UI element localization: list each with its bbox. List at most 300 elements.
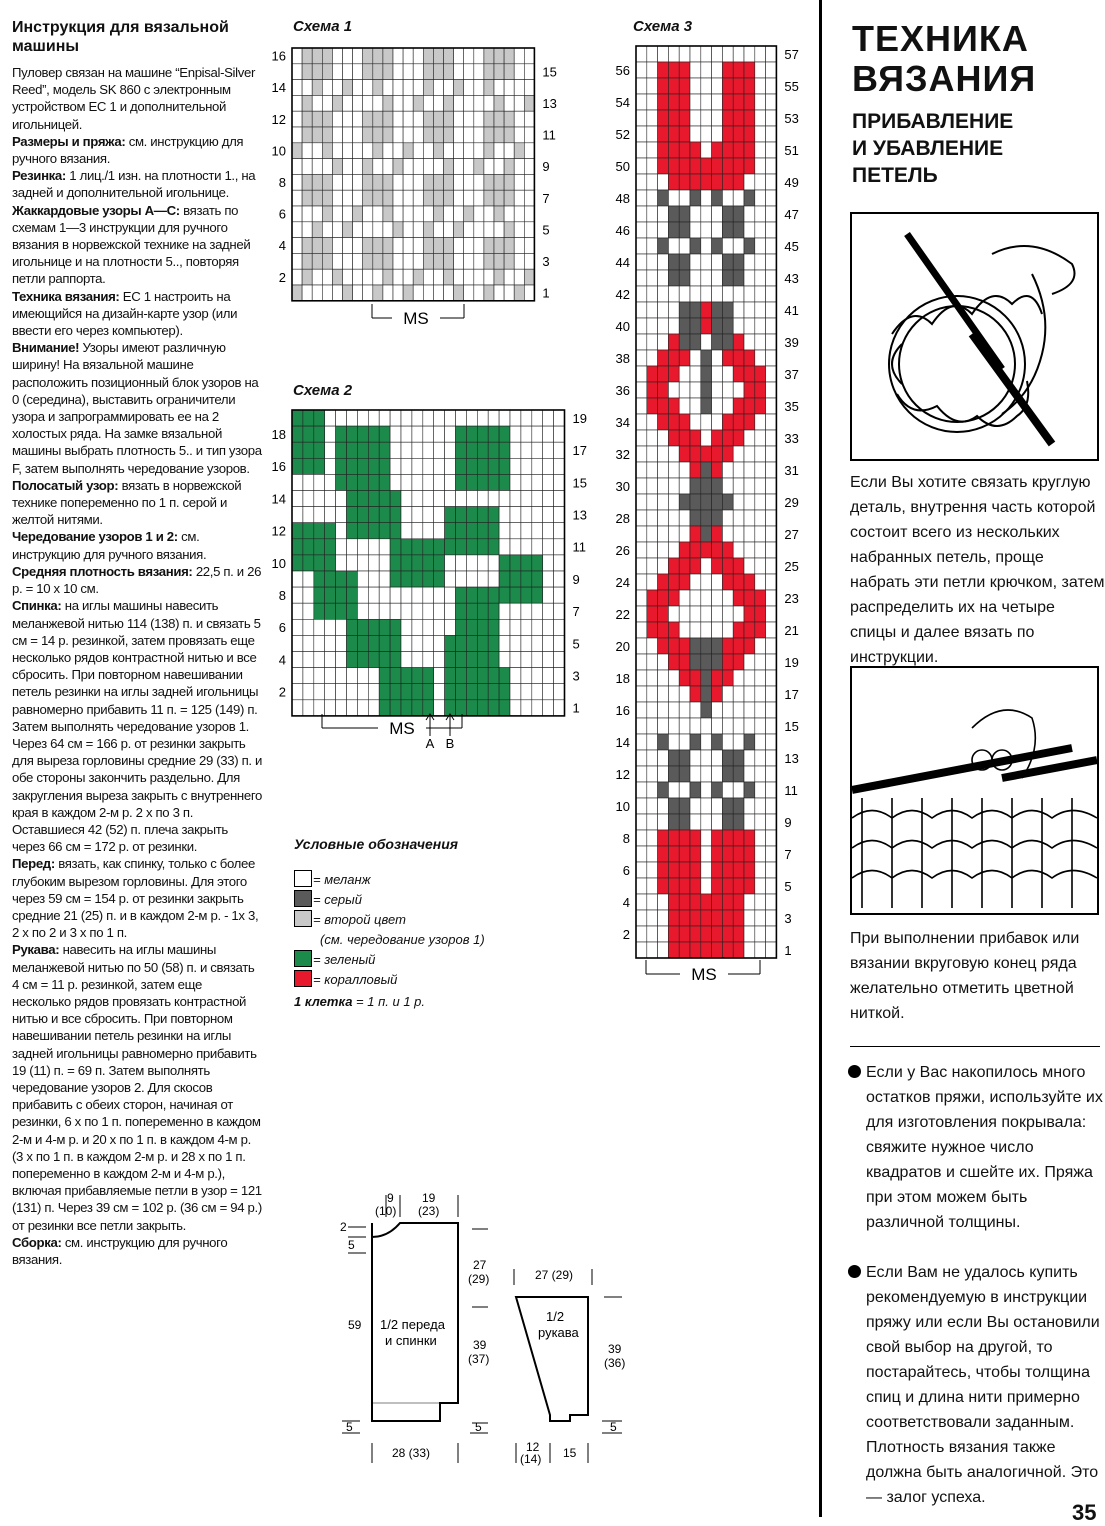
grid-cell xyxy=(444,253,454,269)
grid-cell xyxy=(636,494,647,510)
dim-sleeve-bw2: 15 xyxy=(563,1446,577,1460)
grid-cell xyxy=(744,206,755,222)
grid-cell xyxy=(434,442,445,458)
grid-cell xyxy=(744,158,755,174)
row-number: 54 xyxy=(615,94,630,110)
grid-cell xyxy=(302,111,312,127)
grid-cell xyxy=(722,270,733,286)
row-number: 52 xyxy=(615,126,630,142)
grid-cell xyxy=(701,446,712,462)
grid-cell xyxy=(755,62,766,78)
grid-cell xyxy=(766,126,777,142)
grid-cell xyxy=(554,523,565,539)
grid-cell xyxy=(532,539,543,555)
grid-cell xyxy=(466,700,477,716)
grid-cell xyxy=(733,462,744,478)
dim-neck-w: 9 xyxy=(387,1191,394,1205)
grid-cell xyxy=(343,269,353,285)
grid-cell xyxy=(488,474,499,490)
grid-cell xyxy=(722,766,733,782)
grid-cell xyxy=(403,159,413,175)
grid-cell xyxy=(456,635,467,651)
grid-cell xyxy=(434,684,445,700)
grid-cell xyxy=(390,458,401,474)
grid-cell xyxy=(401,426,412,442)
row-number: 36 xyxy=(615,382,630,398)
grid-cell xyxy=(766,574,777,590)
grid-cell xyxy=(733,718,744,734)
grid-cell xyxy=(363,159,373,175)
grid-cell xyxy=(390,652,401,668)
grid-cell xyxy=(524,48,534,64)
grid-cell xyxy=(766,862,777,878)
grid-cell xyxy=(444,95,454,111)
grid-cell xyxy=(292,571,303,587)
grid-cell xyxy=(454,253,464,269)
instruction-label: Полосатый узор: xyxy=(12,477,119,493)
grid-cell xyxy=(521,426,532,442)
grid-cell xyxy=(701,318,712,334)
grid-cell xyxy=(679,62,690,78)
grid-cell xyxy=(701,590,712,606)
grid-cell xyxy=(464,127,474,143)
grid-cell xyxy=(477,410,488,426)
grid-cell xyxy=(679,510,690,526)
grid-cell xyxy=(357,474,368,490)
grid-cell xyxy=(353,80,363,96)
grid-cell xyxy=(322,95,332,111)
grid-cell xyxy=(514,269,524,285)
grid-cell xyxy=(464,206,474,222)
grid-cell xyxy=(636,414,647,430)
grid-cell xyxy=(744,414,755,430)
sleeve-label-1: 1/2 xyxy=(546,1309,565,1324)
grid-cell xyxy=(477,571,488,587)
row-number: 9 xyxy=(542,159,550,175)
grid-cell xyxy=(524,159,534,175)
row-number: 35 xyxy=(784,398,799,414)
grid-cell xyxy=(292,474,303,490)
grid-cell xyxy=(363,222,373,238)
grid-cell xyxy=(423,127,433,143)
grid-cell xyxy=(312,111,322,127)
grid-cell xyxy=(647,750,658,766)
grid-cell xyxy=(412,668,423,684)
grid-cell xyxy=(679,814,690,830)
instruction-text: см. инструкцию для ручного вязания. xyxy=(12,133,244,167)
grid-cell xyxy=(413,143,423,159)
grid-cell xyxy=(744,46,755,62)
grid-cell xyxy=(521,652,532,668)
grid-cell xyxy=(488,539,499,555)
grid-cell xyxy=(393,206,403,222)
grid-cell xyxy=(744,190,755,206)
grid-cell xyxy=(766,798,777,814)
grid-cell xyxy=(322,206,332,222)
grid-cell xyxy=(336,652,347,668)
grid-cell xyxy=(514,159,524,175)
grid-cell xyxy=(403,238,413,254)
grid-cell xyxy=(488,442,499,458)
grid-cell xyxy=(744,382,755,398)
grid-cell xyxy=(733,46,744,62)
grid-cell xyxy=(636,574,647,590)
grid-cell xyxy=(722,622,733,638)
grid-cell xyxy=(668,654,679,670)
grid-cell xyxy=(766,302,777,318)
technique-title-1: ТЕХНИКА xyxy=(852,18,1029,59)
grid-cell xyxy=(690,702,701,718)
tip-2-text: Если Вам не удалось купить рекомендуемую в инструкции пряжу или если Вы остановили свой выбор на другой, то постарайтесь, чтобы толщина спиц и длина нити примерно соответствовали заданным. Плотность вязания также должна быть аналогичной. Это — залог успеха. xyxy=(866,1264,1100,1506)
grid-cell xyxy=(658,798,669,814)
grid-cell xyxy=(383,238,393,254)
grid-cell xyxy=(701,526,712,542)
grid-cell xyxy=(722,670,733,686)
grid-cell xyxy=(690,126,701,142)
grid-cell xyxy=(636,334,647,350)
grid-cell xyxy=(722,734,733,750)
grid-cell xyxy=(383,190,393,206)
grid-cell xyxy=(433,111,443,127)
grid-cell xyxy=(701,606,712,622)
arrow-b-icon xyxy=(446,714,454,736)
grid-cell xyxy=(722,798,733,814)
grid-cell xyxy=(325,442,336,458)
grid-cell xyxy=(712,78,723,94)
grid-cell xyxy=(363,127,373,143)
row-number: 5 xyxy=(572,636,580,652)
grid-cell xyxy=(423,474,434,490)
grid-cell xyxy=(755,446,766,462)
grid-cell xyxy=(434,571,445,587)
grid-cell xyxy=(679,574,690,590)
row-number: 38 xyxy=(615,350,630,366)
grid-cell xyxy=(373,48,383,64)
grid-cell xyxy=(647,558,658,574)
grid-cell xyxy=(733,302,744,318)
grid-cell xyxy=(766,718,777,734)
grid-cell xyxy=(368,571,379,587)
grid-cell xyxy=(474,269,484,285)
grid-cell xyxy=(554,587,565,603)
grid-cell xyxy=(403,64,413,80)
grid-cell xyxy=(766,942,777,958)
grid-cell xyxy=(755,350,766,366)
grid-cell xyxy=(401,523,412,539)
grid-cell xyxy=(403,222,413,238)
grid-cell xyxy=(690,526,701,542)
grid-cell xyxy=(303,571,314,587)
grid-cell xyxy=(658,734,669,750)
dim-armhole: 27 xyxy=(473,1258,487,1272)
grid-cell xyxy=(712,46,723,62)
grid-cell xyxy=(412,410,423,426)
grid-cell xyxy=(690,254,701,270)
grid-cell xyxy=(636,190,647,206)
grid-cell xyxy=(690,942,701,958)
grid-cell xyxy=(636,446,647,462)
grid-cell xyxy=(390,668,401,684)
grid-cell xyxy=(712,142,723,158)
grid-cell xyxy=(312,269,322,285)
grid-cell xyxy=(379,668,390,684)
grid-cell xyxy=(543,603,554,619)
row-number: 6 xyxy=(622,862,630,878)
grid-cell xyxy=(433,269,443,285)
grid-cell xyxy=(332,80,342,96)
grid-cell xyxy=(363,143,373,159)
grid-cell xyxy=(343,95,353,111)
grid-cell xyxy=(668,574,679,590)
grid-cell xyxy=(373,80,383,96)
row-number: 3 xyxy=(572,668,580,684)
grid-cell xyxy=(722,862,733,878)
grid-cell xyxy=(755,174,766,190)
grid-cell xyxy=(484,127,494,143)
grid-cell xyxy=(423,603,434,619)
grid-cell xyxy=(554,571,565,587)
grid-cell xyxy=(733,94,744,110)
grid-cell xyxy=(488,458,499,474)
grid-cell xyxy=(368,700,379,716)
grid-cell xyxy=(434,603,445,619)
grid-cell xyxy=(499,555,510,571)
grid-cell xyxy=(636,734,647,750)
grid-cell xyxy=(524,127,534,143)
grid-cell xyxy=(701,46,712,62)
grid-cell xyxy=(343,190,353,206)
grid-cell xyxy=(668,302,679,318)
grid-cell xyxy=(401,635,412,651)
grid-cell xyxy=(314,571,325,587)
row-number: 41 xyxy=(784,302,799,318)
grid-cell xyxy=(499,523,510,539)
grid-cell xyxy=(722,942,733,958)
grid-cell xyxy=(744,110,755,126)
grid-cell xyxy=(488,587,499,603)
grid-cell xyxy=(368,410,379,426)
grid-cell xyxy=(679,190,690,206)
grid-cell xyxy=(733,110,744,126)
grid-cell xyxy=(647,878,658,894)
grid-cell xyxy=(636,926,647,942)
grid-cell xyxy=(755,238,766,254)
grid-cell xyxy=(668,942,679,958)
grid-cell xyxy=(314,635,325,651)
grid-cell xyxy=(722,686,733,702)
grid-cell xyxy=(543,442,554,458)
grid-cell xyxy=(647,446,658,462)
grid-cell xyxy=(722,174,733,190)
row-number: 5 xyxy=(542,222,550,238)
grid-cell xyxy=(668,750,679,766)
grid-cell xyxy=(690,494,701,510)
grid-cell xyxy=(712,926,723,942)
grid-cell xyxy=(423,700,434,716)
grid-cell xyxy=(521,507,532,523)
grid-cell xyxy=(712,446,723,462)
grid-cell xyxy=(314,652,325,668)
grid-cell xyxy=(403,206,413,222)
grid-cell xyxy=(456,426,467,442)
grid-cell xyxy=(733,142,744,158)
instructions-title: Инструкция для вязальной машины xyxy=(12,19,229,55)
grid-cell xyxy=(524,143,534,159)
schema-3-grid xyxy=(616,46,799,984)
grid-cell xyxy=(532,635,543,651)
grid-cell xyxy=(701,494,712,510)
grid-cell xyxy=(722,590,733,606)
grid-cell xyxy=(423,253,433,269)
grid-cell xyxy=(322,285,332,301)
grid-cell xyxy=(456,491,467,507)
grid-cell xyxy=(434,555,445,571)
grid-cell xyxy=(658,814,669,830)
grid-cell xyxy=(636,846,647,862)
grid-cell xyxy=(766,206,777,222)
grid-cell xyxy=(658,766,669,782)
grid-cell xyxy=(636,766,647,782)
grid-cell xyxy=(403,95,413,111)
grid-cell xyxy=(521,619,532,635)
grid-cell xyxy=(755,942,766,958)
grid-cell xyxy=(658,302,669,318)
instruction-label: Рукава: xyxy=(12,942,60,958)
grid-cell xyxy=(744,398,755,414)
grid-cell xyxy=(466,587,477,603)
row-number: 10 xyxy=(615,798,630,814)
grid-cell xyxy=(755,734,766,750)
grid-cell xyxy=(712,814,723,830)
grid-cell xyxy=(423,571,434,587)
grid-cell xyxy=(668,382,679,398)
grid-cell xyxy=(494,190,504,206)
grid-cell xyxy=(353,190,363,206)
grid-cell xyxy=(466,619,477,635)
grid-cell xyxy=(766,686,777,702)
grid-cell xyxy=(543,587,554,603)
grid-cell xyxy=(636,238,647,254)
grid-cell xyxy=(379,555,390,571)
grid-cell xyxy=(322,253,332,269)
grid-cell xyxy=(456,539,467,555)
grid-cell xyxy=(766,926,777,942)
grid-cell xyxy=(347,668,358,684)
grid-cell xyxy=(712,622,723,638)
grid-cell xyxy=(647,462,658,478)
grid-cell xyxy=(712,942,723,958)
grid-cell xyxy=(722,926,733,942)
row-number: 55 xyxy=(784,78,799,94)
grid-cell xyxy=(755,270,766,286)
grid-cell xyxy=(755,462,766,478)
grid-cell xyxy=(510,571,521,587)
grid-cell xyxy=(353,143,363,159)
grid-cell xyxy=(521,458,532,474)
grid-cell xyxy=(690,670,701,686)
row-number: 22 xyxy=(615,606,630,622)
grid-cell xyxy=(373,174,383,190)
grid-cell xyxy=(701,814,712,830)
grid-cell xyxy=(332,190,342,206)
grid-cell xyxy=(445,539,456,555)
grid-cell xyxy=(658,286,669,302)
grid-cell xyxy=(325,571,336,587)
grid-cell xyxy=(766,478,777,494)
grid-cell xyxy=(636,702,647,718)
grid-cell xyxy=(554,410,565,426)
grid-cell xyxy=(314,442,325,458)
legend-swatch xyxy=(294,910,312,927)
grid-cell xyxy=(755,718,766,734)
grid-cell xyxy=(543,635,554,651)
grid-cell xyxy=(668,414,679,430)
grid-cell xyxy=(712,718,723,734)
row-number: 20 xyxy=(615,638,630,654)
grid-cell xyxy=(312,80,322,96)
grid-cell xyxy=(690,830,701,846)
grid-cell xyxy=(690,94,701,110)
grid-cell xyxy=(353,111,363,127)
grid-cell xyxy=(679,558,690,574)
grid-cell xyxy=(722,478,733,494)
grid-cell xyxy=(658,558,669,574)
grid-cell xyxy=(322,269,332,285)
grid-cell xyxy=(722,574,733,590)
grid-cell xyxy=(434,700,445,716)
grid-cell xyxy=(379,700,390,716)
grid-cell xyxy=(755,126,766,142)
grid-cell xyxy=(679,734,690,750)
grid-cell xyxy=(733,622,744,638)
grid-cell xyxy=(744,238,755,254)
grid-cell xyxy=(679,446,690,462)
grid-cell xyxy=(314,603,325,619)
grid-cell xyxy=(636,254,647,270)
grid-cell xyxy=(755,254,766,270)
grid-cell xyxy=(403,253,413,269)
grid-cell xyxy=(647,782,658,798)
grid-cell xyxy=(766,398,777,414)
grid-cell xyxy=(679,254,690,270)
row-marker-illustration xyxy=(852,668,1097,913)
grid-cell xyxy=(679,286,690,302)
grid-cell xyxy=(733,254,744,270)
grid-cell xyxy=(343,222,353,238)
grid-cell xyxy=(636,622,647,638)
grid-cell xyxy=(413,174,423,190)
grid-cell xyxy=(668,558,679,574)
grid-cell xyxy=(722,318,733,334)
grid-cell xyxy=(658,238,669,254)
instruction-label: Спинка: xyxy=(12,598,62,614)
grid-cell xyxy=(647,654,658,670)
grid-cell xyxy=(701,382,712,398)
grid-cell xyxy=(636,942,647,958)
grid-cell xyxy=(766,734,777,750)
grid-cell xyxy=(712,782,723,798)
grid-cell xyxy=(712,238,723,254)
grid-cell xyxy=(314,668,325,684)
row-number: 11 xyxy=(542,127,556,143)
grid-cell xyxy=(701,302,712,318)
grid-cell xyxy=(379,603,390,619)
grid-cell xyxy=(379,426,390,442)
grid-cell xyxy=(412,458,423,474)
grid-cell xyxy=(712,414,723,430)
grid-cell xyxy=(744,254,755,270)
grid-cell xyxy=(464,159,474,175)
